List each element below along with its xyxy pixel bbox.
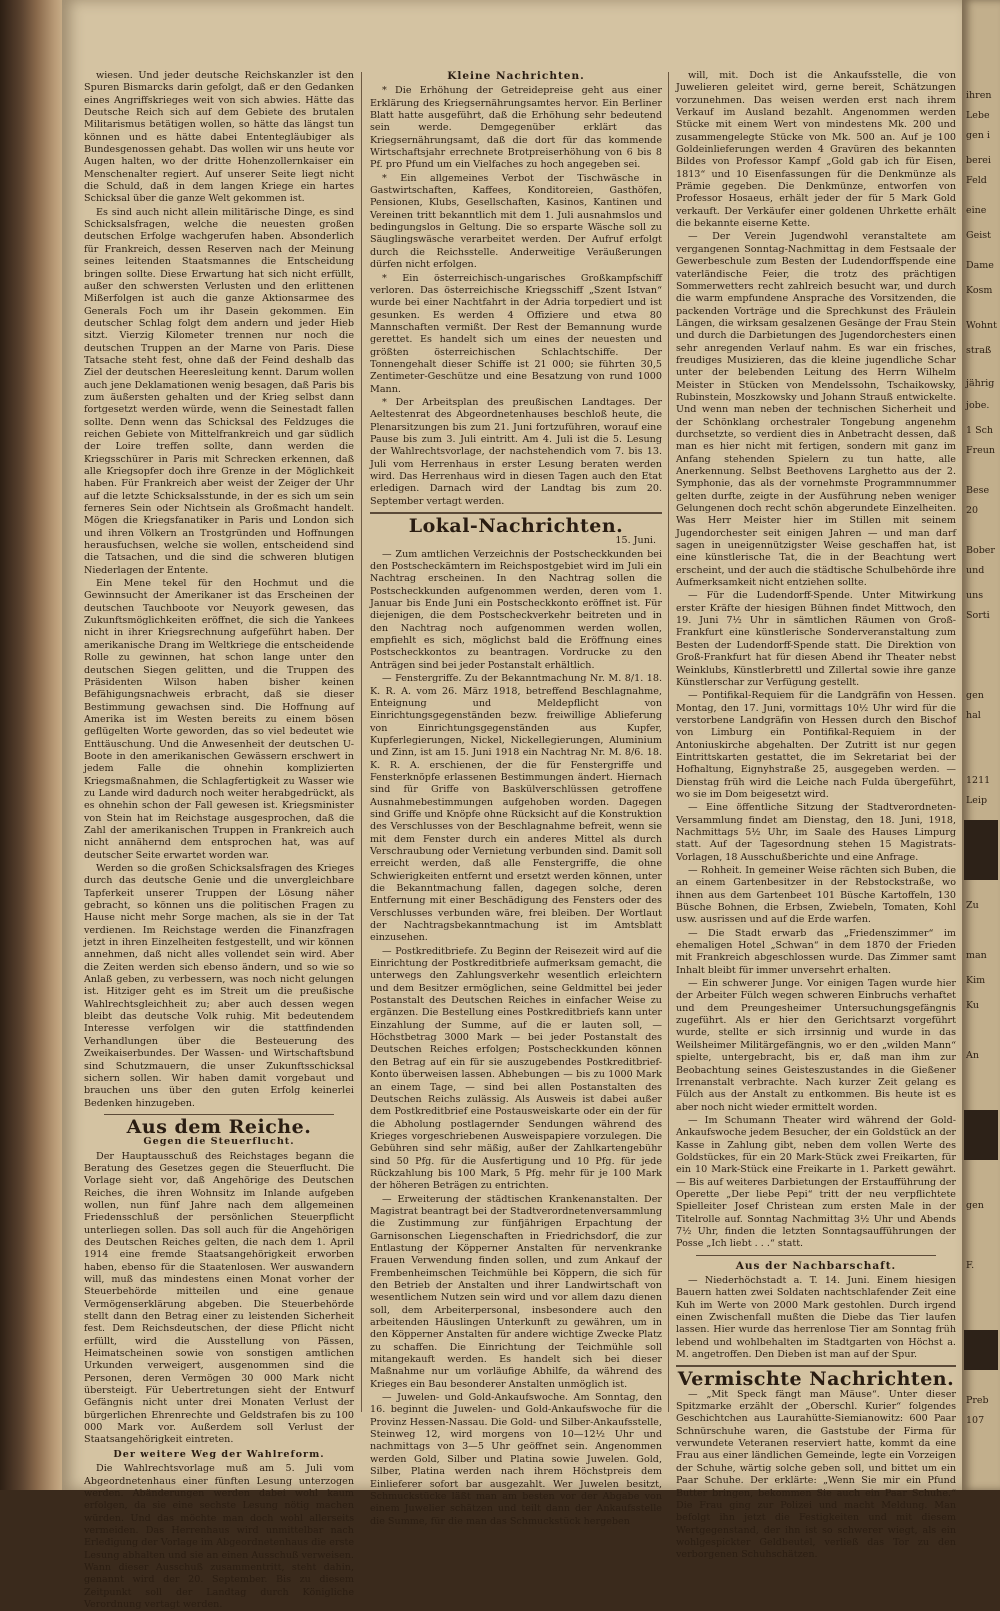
divider: [370, 512, 662, 514]
news-item: — Rohheit. In gemeiner Weise rächten sich Buben, die an einem Gartenbesitzer in der Rebstockstraße, wo ihnen aus dem Gartenbeet 101 Büsche Kartoffeln, 130 Büsche Bohnen, die Erbsen, Zwiebeln, Tomaten, Kohl usw. ausrissen und auf die Erde warfen.: [676, 865, 956, 926]
column-rule: [668, 72, 669, 1412]
news-item: — Zum amtlichen Verzeichnis der Postscheckkunden bei den Postscheckämtern im Reichspostgebiet wird im Juli ein Nachtrag erscheinen. In den Nachtrag sollen die Postscheckkunden aufgenommen werden, deren vom 1. Januar bis Ende Juni ein Postscheckkonto eröffnet ist. Für diejenigen, die dem Postscheckverkehr beitreten und in den Nachtrag noch aufgenommen werden wollen, empfiehlt es sich, möglichst bald die Eröffnung eines Postscheckkontos zu beantragen. Vordrucke zu den Anträgen sind bei jeder Postanstalt erhältlich.: [370, 548, 662, 671]
next-page-fragment: Bese: [966, 485, 990, 496]
next-page-fragment: Wohnt: [966, 320, 997, 331]
next-page-fragment: An: [966, 1050, 979, 1061]
news-item: — Erweiterung der städtischen Krankenanstalten. Der Magistrat beantragt bei der Stadtverordnetenversammlung die Zustimmung zur fünfjährigen Erpachtung der Garnisonschen Liegenschaften in Friedrichsdorf, die zur Entlastung der Köpperner Anstalten für nervenkranke Frauen Verwendung finden sollen, und zum Ankauf der Frembenheimschen Teichmühle bei Köppern, die sich für den Betrieb der Anstalten und ihrer Landwirtschaft von wesentlichem Nutzen sein wird und vor allem dazu dienen soll, dem Arbeiterpersonal, insbesondere auch den arbeitenden Häuslingen Unterkunft zu gewähren, um in den Köpperner Anstalten für andere wichtige Zwecke Platz zu schaffen. Die Einrichtung der Teichmühle soll mitangekauft werden. Es handelt sich bei dieser Maßnahme nur um vorläufige Abhilfe, da während des Krieges ein Bau besonderer Anstalten unmöglich ist.: [370, 1193, 662, 1390]
divider: [696, 1255, 936, 1256]
next-page-fragment: 1 Sch: [966, 425, 994, 436]
next-page-fragment: Sorti: [966, 610, 990, 621]
next-page-fragment: hal: [966, 710, 981, 721]
next-page-fragment: F.: [966, 1260, 975, 1271]
dateline: 15. Juni.: [615, 535, 656, 547]
news-item: — Postkreditbriefe. Zu Beginn der Reisezeit wird auf die Einrichtung der Postkreditbriefe aufmerksam gemacht, die unterwegs den Zahlungsverkehr wesentlich erleichtern und dem Besitzer ermöglichen, seine Geldmittel bei jeder Postanstalt des Deutschen Reiches in einfacher Weise zu ergänzen. Die Bestellung eines Postkreditbriefs kann unter Einzahlung der Summe, auf die er lauten soll, — Höchstbetrag 3000 Mark — bei jeder Postanstalt des Deutschen Reiches erfolgen; Postscheckkunden können den Betrag auf ein für sie auszugebendes Postkreditbrief-Konto überweisen lassen. Abhebungen — bis zu 1000 Mark an einem Tage, — sind bei allen Postanstalten des Deutschen Reichs zulässig. Als Ausweis ist dabei außer dem Postkreditbrief eine Postausweiskarte oder ein der für die Abholung postlagernder Sendungen während des Krieges vorgeschriebenen Ausweispapiere vorzulegen. Die Gebühren sind sehr mäßig, außer der Zahlkartengebühr sind 50 Pfg. für die Ausfertigung und 10 Pfg. für jede Rückzahlung bis 100 Mark, 5 Pfg. mehr für je 100 Mark der höheren Beträgen zu entrichten.: [370, 945, 662, 1192]
next-page-fragment: Preb: [966, 1395, 989, 1406]
next-page-fragment: gen: [966, 690, 984, 701]
news-item: — Ein schwerer Junge. Vor einigen Tagen wurde hier der Arbeiter Fülch wegen schweren Einbruchs verhaftet und dem Preungesheimer Untersuchungsgefängnis zugeführt. Als er hier den Gerichtsarzt vorgeführt wurde, stellte er sich irrsinnig und wurde in das Weilsheimer Militärgefängnis, wo er den „wilden Mann“ spielte, untergebracht, bis er, daß man ihm zur Beobachtung seines Geisteszustandes in die Gießener Irrenanstalt verbrachte. Nach kurzer Zeit gelang es Fülch aus der Anstalt zu entkommen. Bis heute ist es aber noch nicht wieder ermittelt worden.: [676, 978, 956, 1113]
news-item: — Eine öffentliche Sitzung der Stadtverordneten-Versammlung findet am Dienstag, den 18. Juni, 1918, Nachmittags 5½ Uhr, im Saale des Hauses Limpurg statt. Auf der Tagesordnung stehen 15 Magistrats-Vorlagen, 18 Ausschußberichte und eine Anfrage.: [676, 802, 956, 863]
next-page-fragment: gen: [966, 1200, 984, 1211]
book-binding: [0, 0, 62, 1490]
news-item: — Niederhöchstadt a. T. 14. Juni. Einem hiesigen Bauern hatten zwei Soldaten nachtschlafender Zeit eine Kuh im Werte von 2000 Mark gestohlen. Durch irgend einen Zwischenfall mußten die Diebe das Tier laufen lassen. Hier wurde das herrenlose Tier am Sonntag früh lebend und wohlbehalten im Stadtgarten von Höchst a. M. angetroffen. Den Dieben ist man auf der Spur.: [676, 1275, 956, 1361]
news-item: — Juwelen- und Gold-Ankaufswoche. Am Sonntag, den 16. beginnt die Juwelen- und Gold-Ankaufswoche für die Provinz Hessen-Nassau. Die Gold- und Silber-Ankaufsstelle, Steinweg 12, wird morgens von 10—12½ Uhr und nachmittags von 3—5 Uhr geöffnet sein. Angenommen werden Gold, Silber und Platina sowie Juwelen. Gold, Silber, Platina werden nach ihrem Höchstpreis dem Einlieferer sofort bar ausgezahlt. Wer Juwelen besitzt, Schmuckstücke läßt man am besten vor der Abgabe von einem Juwelier schätzen und teilt dann der Ankaufsstelle die Summe, für die man das Schmuckstück hergeben: [370, 1392, 662, 1527]
next-page-fragment: ihren: [966, 90, 992, 101]
divider: [104, 1114, 334, 1115]
article-paragraph: Es sind auch nicht allein militärische Dinge, es sind Schicksalsfragen, welche die neuesten großen deutschen Erfolge wachgerufen haben. Absonderlich für Frankreich, dessen Reserven nach der Meinung seines leitenden Staatsmannes die Entscheidung bringen sollte. Diese Erwartung hat sich nicht erfüllt, außer den schwersten Verlusten und den erlittenen Mißerfolgen ist auch die ganze Aktionsarmee des Generals Foch um ihr Dasein gekommen. Ein deutscher Schlag folgt dem andern und jeder Hieb sitzt. Vierzig Kilometer trennen nur noch die deutschen Truppen an der Marne von Paris. Diese Tatsache steht fest, ohne daß der Feind deshalb das Ziel der deutschen Heeresleitung kennt. Darum wollen auch jene Deklamationen wenig besagen, daß Paris bis zum äußersten gehalten und der Krieg selbst dann fortgesetzt werden würde, wenn die Seinestadt fallen sollte. Denn wenn das Schicksal des Feldzuges die reichen Gebiete von Mittelfrankreich und gar südlich der Loire treffen sollte, dann werden die Kriegsschürer in Paris mit Schrecken erkennen, daß alle Kriegsopfer doch ihre Grenze in der Möglichkeit haben. Für Frankreich aber weist der Zeiger der Uhr auf die letzte Schicksalsstunde, in der es sich um sein ferneres Sein oder Nichtsein als Großmacht handelt. Mögen die Kriegsfanatiker in Paris und London sich und ihren Völkern an Trostgründen und Hoffnungen herausfuchsen, welche sie wollen, entscheidend sind die Tatsachen, und die sind die schweren blutigen Niederlagen der Entente.: [84, 206, 354, 576]
next-page-fragment: berei: [966, 155, 991, 166]
next-page-fragment: Kosm: [966, 285, 993, 296]
news-item: — Für die Ludendorff-Spende. Unter Mitwirkung erster Kräfte der hiesigen Bühnen findet Mittwoch, den 19. Juni 7½ Uhr in sämtlichen Räumen von Groß-Frankfurt eine künstlerische Sonderveranstaltung zum Besten der Ludendorff-Spende statt. Die Direktion von Groß-Frankfurt hat für diesen Abend ihr Theater nebst Weinklubs, Künstlerbrettl und Zillertal sowie ihre ganze Künstlerschar zur Verfügung gestellt.: [676, 590, 956, 688]
article-paragraph: wiesen. Und jeder deutsche Reichskanzler ist den Spuren Bismarcks darin gefolgt, daß er den Gedanken eines Angriffskrieges weit von sich abwies. Hätte das Deutsche Reich sich auf dem Gebiete des brutalen Militarismus betätigen wollen, so hätte das längst tun können und es hätte dabei Ententegläubiger als Bundesgenossen gehabt. Das wollen wir uns heute vor Augen halten, wo der dritte Hohenzollernkaiser ein Menschenalter regiert. Auf unserer Seite liegt nicht die Schuld, daß in dem langen Kriege ein hartes Schicksal über die ganze Welt gekommen ist.: [84, 70, 354, 205]
newspaper-page: [62, 0, 962, 1610]
next-page-fragment: Kim: [966, 975, 986, 986]
news-item: — Im Schumann Theater wird während der Gold-Ankaufswoche jedem Besucher, der ein Goldstück an der Kasse in Zahlung gibt, neben dem vollen Werte des Goldstückes, für ein 20 Mark-Stück zwei Freikarten, für ein 10 Mark-Stück eine Freikarte in 1. Parkett gewährt. — Bis auf weiteres Darbietungen der Erstaufführung der Operette „Der liebe Pepi“ tritt der neu verpflichtete Spielleiter Josef Christean zum ersten Male in der Titelrolle auf. Sonntag Nachmittag 3½ Uhr und Abends 7½ Uhr, finden die letzten Sonntagsaufführungen der Posse „Ich liebt . . .“ statt.: [676, 1114, 956, 1250]
article-paragraph: Die Wahlrechtsvorlage muß am 5. Juli vom Abgeordnetenhaus einer fünften Lesung unterzogen werden. Abänderungen werden dabei wohl kaum erfolgen, da sie eine sechste Lesung nötig machen würden. Und das möchte man doch wohl allerseits vermeiden. Das Herrenhaus wird unmittelbar nach Erledigung der Vorlage im Abgeordnetenhaus die erste Lesung abhalten und sie an einen Ausschuß verweisen. Wann dieser Ausschuß zusammentritt, steht dahin, genannt wird der 20. September. Bis zu diesem Zeitpunkt soll der Landtag durch Königliche Verordnung vertagt werden.: [84, 1463, 354, 1610]
news-item: * Ein allgemeines Verbot der Tischwäsche in Gastwirtschaften, Kaffees, Konditoreien, Gasthöfen, Pensionen, Klubs, Gesellschaften, Kasinos, Kantinen und Vereinen tritt bekanntlich mit dem 1. Juli ausnahmslos und bedingungslos in Geltung. Die so ersparte Wäsche soll zu Säuglingswäsche verarbeitet werden. Der Aufruf erfolgt durch die Reichsstelle. Anderweitige Veräußerungen dürfen nicht erfolgen.: [370, 172, 662, 271]
news-item: will, mit. Doch ist die Ankaufsstelle, die von Juwelieren geleitet wird, gerne bereit, Schätzungen vorzunehmen. Das weisen werden erst nach ihrem Verkauf im Ausland bezahlt. Angenommen werden Stücke mit einem Wert von mindestens Mk. 200 und zusammengelegte Stücke von Mk. 500 an. Auf je 100 Goldeinlieferungen werden 4 Gravüren des bekannten Bildes von Professor Kampf „Gold gab ich für Eisen, 1813“ und 10 Eisenfassungen für die Denkmünze als Prämie gegeben. Die Denkmünze, entworfen von Professor Hosaeus, erhält jeder der für 5 Mark Gold verkauft. Der Verkäufer einer goldenen Uhrkette erhält die bekannte eiserne Kette.: [676, 70, 956, 230]
section-title-vermischte: Vermischte Nachrichten.: [677, 1368, 955, 1391]
news-item: — „Mit Speck fängt man Mäuse“. Unter dieser Spitzmarke erzählt der „Oberschl. Kurier“ folgendes Geschichtchen aus Laurahütte-Siemianowitz: 600 Paar Schnürschuhe waren, die Gaststube der Firma für verwundete Veteranen reserviert hatte, kommt da eine Frau aus einer ländlichen Gemeinde, legte ein Vorzeigen der Schuhe, wärtig solche geben soll, und bittet um ein Paar Schuhe. Der erklärte: „Wenn Sie mir ein Pfund Butter bringen, bekommen Sie auch ein Paar Schuhe.“ Die Frau ging zur Polizei und macht Meldung. Man befolgt ihn jetzt die Festigkeiten und mit diesem Wertgegenstand, der ihn ist so schwerer wiegt, als ein wohlgespickter Geldbeutel, verließ das Tor zu den verborgenen Schuhschätzen.: [676, 1388, 956, 1561]
news-item: * Ein österreichisch-ungarisches Großkampfschiff verloren. Das österreichische Kriegsschiff „Szent Istvan“ wurde bei einer Nachtfahrt in der Adria torpediert und ist gesunken. Es werden 4 Offiziere und etwa 80 Mannschaften vermißt. Der Rest der Bemannung wurde gerettet. Es handelt sich um eines der neuesten und größten österreichischen Schlachtschiffe. Der Tonnengehalt dieser Schiffe ist 21 000; sie führten 30,5 Zentimeter-Geschütze und eine Besatzung von rund 1000 Mann.: [370, 272, 662, 395]
next-page-fragment: gen i: [966, 130, 990, 141]
heading-kleine-nachrichten: Kleine Nachrichten.: [447, 70, 585, 82]
section-title-reich: Aus dem Reiche.: [126, 1115, 312, 1138]
column-right: [676, 70, 956, 1561]
divider: [676, 1365, 956, 1367]
next-page-fragment: Freun: [966, 445, 995, 456]
next-page-fragment: und: [966, 565, 985, 576]
column-left: [84, 70, 354, 1610]
next-page-fragment: jobe.: [966, 400, 990, 411]
subheading-steuerflucht: Gegen die Steuerflucht.: [143, 1136, 295, 1148]
print-block: [964, 1110, 998, 1160]
next-page-fragment: 1211: [966, 775, 991, 786]
column-rule: [361, 72, 362, 1412]
next-page-fragment: straß: [966, 345, 992, 356]
next-page-fragment: jährig: [966, 378, 995, 389]
print-block: [964, 820, 998, 880]
next-page-fragment: eine: [966, 205, 987, 216]
heading-nachbarschaft: Aus der Nachbarschaft.: [735, 1259, 897, 1272]
news-item: * Die Erhöhung der Getreidepreise geht aus einer Erklärung des Kriegsernährungsamtes hervor. Ein Berliner Blatt hatte ausgeführt, daß die Erhöhung sehr bedeutend sein werde. Demgegenüber erklärt das Kriegsernährungsamt, daß die dort für das kommende Wirtschaftsjahr errechnete Brotpreiserhöhung von 6 bis 8 Pf. pro Pfund um ein Vielfaches zu hoch angegeben sei.: [370, 85, 662, 171]
next-page-fragment: uns: [966, 590, 984, 601]
next-page-fragment: Leip: [966, 795, 988, 806]
next-page-fragment: man: [966, 950, 987, 961]
news-item: — Die Stadt erwarb das „Friedenszimmer“ im ehemaligen Hotel „Schwan“ in dem 1870 der Frieden mit Frankreich abgeschlossen wurde. Das Zimmer samt Inhalt bleibt für immer unversehrt erhalten.: [676, 927, 956, 976]
next-page-fragment: Dame: [966, 260, 994, 271]
news-item: — Der Verein Jugendwohl veranstaltete am vergangenen Sonntag-Nachmittag in dem Festsaale der Gewerbeschule zum Besten der Ludendorffspende eine vaterländische Feier, die trotz des prächtigen Sommerwetters recht zahlreich besucht war, und durch die warm empfundene Ansprache des Vorsitzenden, die packenden Vorträge und die Sprechkunst des Fräulein Längen, die wirksam gesalzenen Gesänge der Frau Stein und durch die Darbietungen des Jugendorchesters einen sehr anregenden Verlauf nahm. Es war ein frisches, freudiges Musizieren, das die kleine jugendliche Schar unter der belebenden Leitung des Herrn Wilhelm Meister in Stücken von Mendelssohn, Tschaikowsky, Rubinstein, Moszkowsky und Johann Strauß entwickelte. Und wenn man neben der technischen Sicherheit und der Schönklang orchestraler Tongebung angenehm durchsetzte, so verdient dies in Anbetracht dessen, daß man es hier nicht mit fertigen, sondern mit ganz im Anfang stehenden Spielern zu tun hatte, alle Anerkennung. Selbst Beethovens Larghetto aus der 2. Symphonie, das als der vornehmste Programmnummer gelten durfte, zeigte in der Ausführung neben weniger Gelungenen doch recht schön abgerundete Einzelheiten. Was Herr Meister hier im Stillen mit seinem Jugendorchester seit einigen Jahren — und man darf sagen in uneigennützigster Weise geschaffen hat, ist eine künstlerische Tat, die in der Beachtung wert erscheint, und der auch die städtische Schulbehörde ihre Aufmerksamkeit nicht entziehen sollte.: [676, 231, 956, 589]
next-page-fragment: Feld: [966, 175, 987, 186]
article-paragraph: Werden so die großen Schicksalsfragen des Krieges durch das deutsche Genie und die unvergleichbare Tapferkeit unserer Truppen der Lösung näher gebracht, so können uns die politischen Fragen zu Hause nicht mehr Sorge machen, als sie in der Tat verdienen. Im Reichstage werden die Finanzfragen jetzt in ihren Einzelheiten festgestellt, und wir können annehmen, daß nicht alles vollendet sein wird. Aber die Zeiten werden sich ebenso ändern, und so wie so Anlaß geben, zu verbessern, was noch nicht gelungen ist. Hitziger geht es im Streit um die preußische Wahlrechtsgleichheit zu; aber auch dessen wegen bleibt das deutsche Volk ruhig. Mit bedeutendem Interesse verfolgen wir die stattfindenden Verhandlungen über die Besteuerung des Zweikaiserbundes. Der Wassen- und Wirtschaftsbund sind Schutzmauern, die unser Zukunftsschicksal sichern sollen. Wir haben damit vorgebaut und brauchen uns über den guten Erfolg keinerlei Bedenken hinzugeben.: [84, 863, 354, 1109]
print-block: [964, 1330, 998, 1370]
next-page-fragment: Ku: [966, 1000, 980, 1011]
next-page-fragment: 107: [966, 1415, 985, 1426]
next-page-fragment: Bober: [966, 545, 995, 556]
news-item: — Pontifikal-Requiem für die Landgräfin von Hessen. Montag, den 17. Juni, vormittags 10½ Uhr wird für die verstorbene Landgräfin von Hessen durch den Bischof von Limburg ein Pontifikal-Requiem in der Antoniuskirche abgehalten. Der Zutritt ist nur gegen Eintrittskarten gestattet, die im Sekretariat bei der Hofhaltung, Eignyhstraße 25, ausgegeben werden. — Dienstag früh wird die Leiche nach Fulda übergeführt, wo sie im Dom beigesetzt wird.: [676, 690, 956, 800]
article-paragraph: Ein Mene tekel für den Hochmut und die Gewinnsucht der Amerikaner ist das Erscheinen der deutschen Tauchboote vor Neuyork gewesen, das Zukunftsmöglichkeiten eröffnet, die sich die Yankees nicht in ihrer Kriegsrechnung aufgeführt haben. Der amerikanische Drang im Weltkriege die entscheidende Rolle zu gewinnen, hat schon lange unter den deutschen Siegen gelitten, und die Truppen des Präsidenten Wilson haben bisher keinen Befähigungsnachweis erbracht, daß sie dieser Bestimmung gewachsen sind. Die Hoffnung auf Amerika ist im Westen bereits zu einem bösen geflügelten Worte geworden, das so viel bedeutet wie Enttäuschung. Und die Anwesenheit der deutschen U-Boote in den amerikanischen Gewässern erschwert in jedem Falle die ohnehin komplizierten Kriegsmaßnahmen, die Schlagfertigkeit zu Wasser wie zu Lande wird dadurch noch weiter herabgedrückt, als es ohnehin schon der Fall gewesen ist. Kriegsminister von Stein hat im Reichstage ausgesprochen, daß die Zahl der amerikanischen Truppen in Frankreich auch nicht annähernd dem entsprochen hat, was auf deutscher Seite erwartet worden war.: [84, 578, 354, 861]
news-item: * Der Arbeitsplan des preußischen Landtages. Der Aeltestenrat des Abgeordnetenhauses beschloß heute, die Plenarsitzungen bis zum 21. Juni fortzuführen, worauf eine Pause bis zum 3. Juli eintritt. Am 4. Juli ist die 5. Lesung der Wahlrechtsvorlage, der nachstehendich vom 7. bis 13. Juli vom Herrenhaus in erster Lesung beraten werden wird. Das Herrenhaus wird in diesen Tagen auch den Etat erledigen. Darnach wird der Landtag bis zum 20. September vertagt werden.: [370, 396, 662, 507]
next-page-fragment: Lebe: [966, 110, 990, 121]
section-title-lokal: Lokal-Nachrichten.: [408, 515, 624, 538]
subheading-wahlreform: Der weitere Weg der Wahlreform.: [113, 1448, 325, 1460]
next-page-fragment: Zu: [966, 900, 979, 911]
next-page-edge: [962, 0, 1000, 1490]
column-middle: [370, 70, 662, 1527]
next-page-fragment: Geist: [966, 230, 991, 241]
news-item: — Fenstergriffe. Zu der Bekanntmachung Nr. M. 8/1. 18. K. R. A. vom 26. März 1918, betreffend Beschlagnahme, Enteignung und Meldepflicht von Einrichtungsgegenständen bezw. freiwillige Ablieferung von Einrichtungsgegenständen aus Kupfer, Kupferlegierungen, Nickel, Nickellegierungen, Aluminium und Zinn, ist am 15. Juni 1918 ein Nachtrag Nr. M. 8/6. 18. K. R. A. erschienen, der die für Fenstergriffe und Fensterknöpfe erlassenen Bestimmungen ändert. Hiernach sind für Griffe von Baskülverschlüssen getroffene Ausnahmebestimmungen aufgehoben worden. Dagegen sind Griffe und Knöpfe ohne Rücksicht auf die Konstruktion des Verschlusses von der Beschlagnahme befreit, wenn sie mit dem Fenster durch ein anderes Mittel als durch Verschraubung oder Vernietung verbunden sind. Damit soll erreicht werden, daß alle Fenstergriffe, die ohne Schwierigkeiten entfernt und ersetzt werden können, unter die Bekanntmachung fallen, dagegen solche, deren Entfernung mit einer Beschädigung des Fensters oder des Verschlusses verbunden wäre, frei bleiben. Der Wortlaut der Nachtragsbekanntmachung ist im Amtsblatt einzusehen.: [370, 673, 662, 944]
next-page-fragment: 20: [966, 505, 979, 516]
article-paragraph: Der Hauptausschuß des Reichstages begann die Beratung des Gesetzes gegen die Steuerflucht. Die Vorlage sieht vor, daß Angehörige des Deutschen Reiches, die ihren Wohnsitz im Inlande aufgeben wollen, nun fünf Jahre nach dem allgemeinen Friedensschluß der persönlichen Steuerpflicht unterliegen sollen. Das soll auch für die Angehörigen des Deutschen Reiches gelten, die nach dem 1. April 1914 eine fremde Staatsangehörigkeit erworben haben, ebenso für die Staatenlosen. Wer auswandern will, muß das mindestens einen Monat vorher der Steuerbehörde mitteilen und eine genaue Vermögenserklärung abgeben. Die Steuerbehörde stellt dann den Betrag einer zu leistenden Sicherheit fest. Dem Reichsdeutschen, der diese Pflicht nicht erfüllt, wird die Ausstellung von Pässen, Heimatscheinen sowie von sonstigen amtlichen Urkunden verweigert, ausgenommen sind die Personen, deren Vermögen 30 000 Mark nicht übersteigt. Für Uebertretungen sieht der Entwurf Gefängnis nicht unter drei Monaten Verlust der bürgerlichen Ehrenrechte und Geldstrafen bis zu 100 000 Mark vor. Außerdem soll Verlust der Staatsangehörigkeit eintreten.: [84, 1150, 354, 1446]
